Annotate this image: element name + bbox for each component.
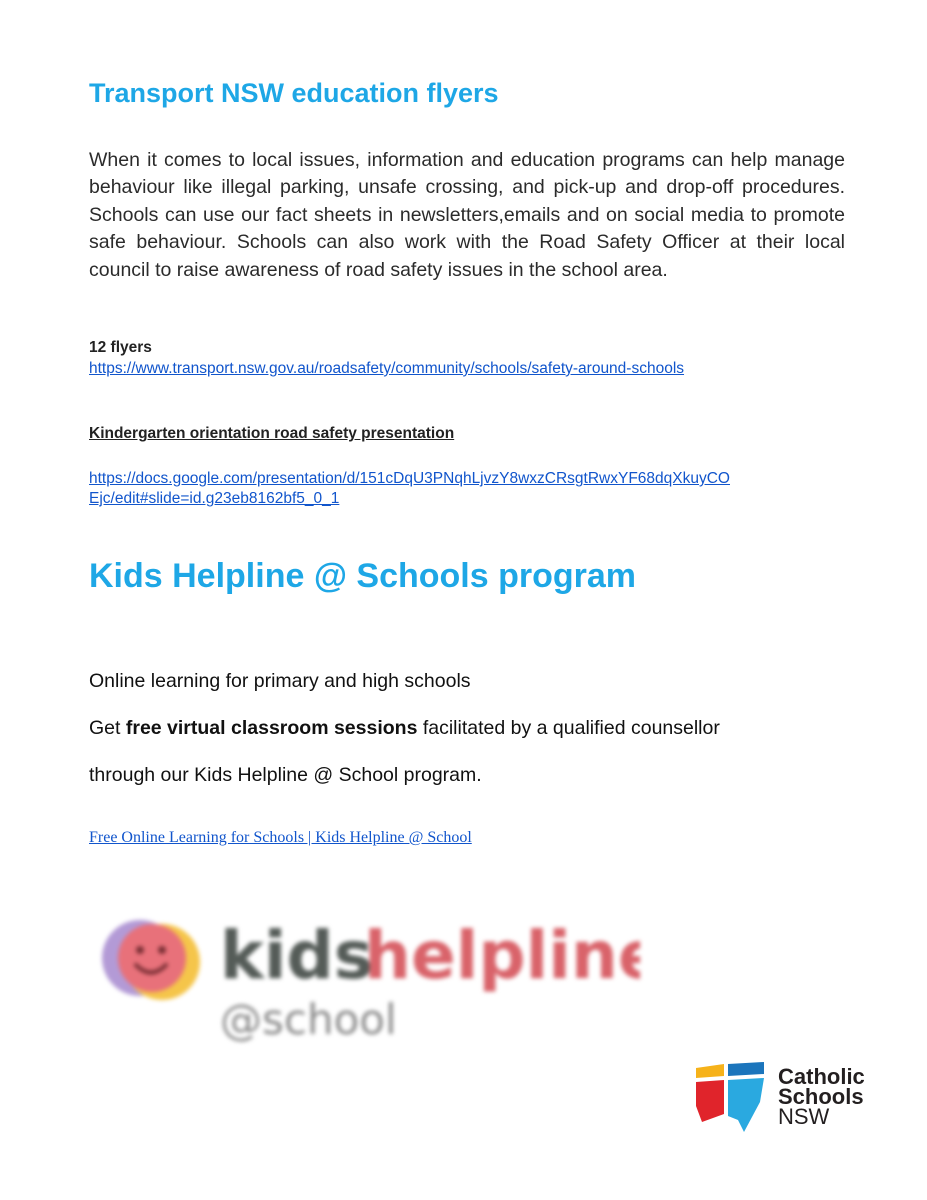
smiley-eye-left xyxy=(136,946,144,954)
smiley-face-icon xyxy=(118,924,186,992)
logo-word-school: @school xyxy=(220,995,397,1044)
logo-red-shape xyxy=(696,1080,724,1122)
kids-helpline-link[interactable]: Free Online Learning for Schools | Kids Helpline @ School xyxy=(89,829,472,846)
free-sessions-suffix: facilitated by a qualified counsellor xyxy=(417,717,720,739)
free-sessions-text xyxy=(89,717,720,740)
flyers-label: 12 flyers xyxy=(89,339,152,356)
kids-helpline-logo xyxy=(100,910,640,1050)
transport-heading: Transport NSW education flyers xyxy=(89,78,499,108)
logo-nsw-text: NSW xyxy=(778,1104,830,1129)
kindergarten-link-line1[interactable]: https://docs.google.com/presentation/d/151cDqU3PNqhLjvzY8wxzCRsgtRwxYF68dqXkuyCO xyxy=(89,470,730,487)
catholic-schools-logo xyxy=(694,1062,884,1134)
logo-word-helpline: helpline xyxy=(364,917,640,994)
logo-schools-text: Schools xyxy=(778,1084,864,1109)
kids-helpline-logo-graphic xyxy=(100,910,640,1050)
free-sessions-prefix: Get xyxy=(89,717,126,739)
logo-word-kids: kids xyxy=(220,917,374,994)
kindergarten-label: Kindergarten orientation road safety presentation xyxy=(89,425,455,442)
logo-lightblue-shape xyxy=(728,1078,764,1132)
program-text: through our Kids Helpline @ School program. xyxy=(89,764,482,786)
transport-paragraph: When it comes to local issues, information and education programs can help manage behaviour like illegal parking, unsafe crossing, and pick-up and drop-off procedures. Schools can use our fact sheets in newsletters,emails and on social media to promote safe behaviour. Schools can also work with the Road Safety Officer at their local council to raise awareness of road safety issues in the school area. xyxy=(89,149,845,281)
flyers-link[interactable]: https://www.transport.nsw.gov.au/roadsafety/community/schools/safety-around-schools xyxy=(89,360,685,377)
kids-helpline-heading: Kids Helpline @ Schools program xyxy=(89,557,637,595)
logo-yellow-shape xyxy=(696,1064,724,1078)
catholic-schools-logo-graphic xyxy=(694,1062,884,1134)
smiley-eye-right xyxy=(158,946,166,954)
free-sessions-bold: free virtual classroom sessions xyxy=(125,717,418,739)
kindergarten-link-line2[interactable]: Ejc/edit#slide=id.g23eb8162bf5_0_1 xyxy=(89,490,340,507)
online-learning-text: Online learning for primary and high schools xyxy=(89,670,471,692)
logo-catholic-text: Catholic xyxy=(778,1064,865,1089)
logo-blue-shape xyxy=(728,1062,764,1076)
